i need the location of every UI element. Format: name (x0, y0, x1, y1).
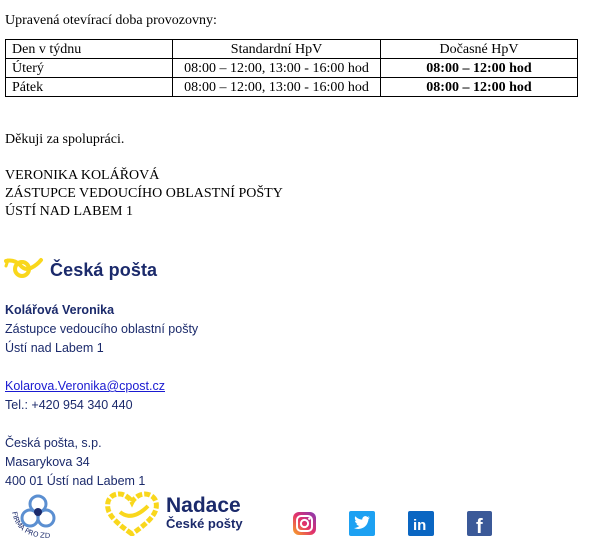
instagram-icon[interactable] (292, 511, 317, 536)
email-link[interactable]: Kolarova.Veronika@cpost.cz (5, 379, 165, 393)
header-day: Den v týdnu (6, 40, 173, 59)
header-temporary: Dočasné HpV (381, 40, 578, 59)
logo-text: Česká pošta (50, 260, 158, 280)
row-temporary-hours: 08:00 – 12:00 hod (381, 78, 578, 97)
company-city: 400 01 Ústí nad Labem 1 (5, 474, 146, 488)
nadace-logo-text (166, 495, 243, 532)
signature-name: VERONIKA KOLÁŘOVÁ (5, 168, 160, 183)
nadace-title: Nadace (166, 494, 241, 517)
company-street: Masarykova 34 (5, 455, 90, 469)
firma-badge-text: FIRMA PRO ZD (10, 510, 51, 541)
row-temporary-hours: 08:00 – 12:00 hod (381, 59, 578, 78)
table-row (6, 78, 578, 97)
signature-block (5, 167, 283, 221)
twitter-icon[interactable] (349, 511, 375, 536)
heart-icon (104, 490, 160, 536)
row-standard-hours: 08:00 – 12:00, 13:00 - 16:00 hod (173, 59, 381, 78)
row-day: Pátek (6, 78, 173, 97)
contact-block (5, 301, 198, 491)
post-horn-icon (4, 256, 44, 285)
contact-name: Kolářová Veronika (5, 303, 115, 317)
table-row (6, 59, 578, 78)
company-name: Česká pošta, s.p. (5, 436, 102, 450)
thanks-text: Děkuji za spolupráci. (5, 132, 125, 147)
nadace-subtitle: České pošty (166, 516, 243, 531)
facebook-icon[interactable] (467, 511, 492, 536)
footer-logos (0, 486, 599, 546)
linkedin-icon[interactable] (408, 511, 434, 536)
signature-office: ÚSTÍ NAD LABEM 1 (5, 204, 133, 219)
table-header-row (6, 40, 578, 59)
row-standard-hours: 08:00 – 12:00, 13:00 - 16:00 hod (173, 78, 381, 97)
contact-phone: Tel.: +420 954 340 440 (5, 398, 133, 412)
signature-role: ZÁSTUPCE VEDOUCÍHO OBLASTNÍ POŠTY (5, 186, 283, 201)
contact-office: Ústí nad Labem 1 (5, 341, 104, 355)
intro-text: Upravená otevírací doba provozovny: (5, 13, 217, 28)
firma-pro-zdravi-badge (4, 490, 72, 542)
ceska-posta-logo (4, 256, 157, 285)
linkedin-glyph: in (413, 517, 427, 534)
opening-hours-table (5, 39, 578, 97)
header-standard: Standardní HpV (173, 40, 381, 59)
row-day: Úterý (6, 59, 173, 78)
contact-role: Zástupce vedoucího oblastní pošty (5, 322, 199, 336)
facebook-glyph: f (476, 516, 483, 536)
